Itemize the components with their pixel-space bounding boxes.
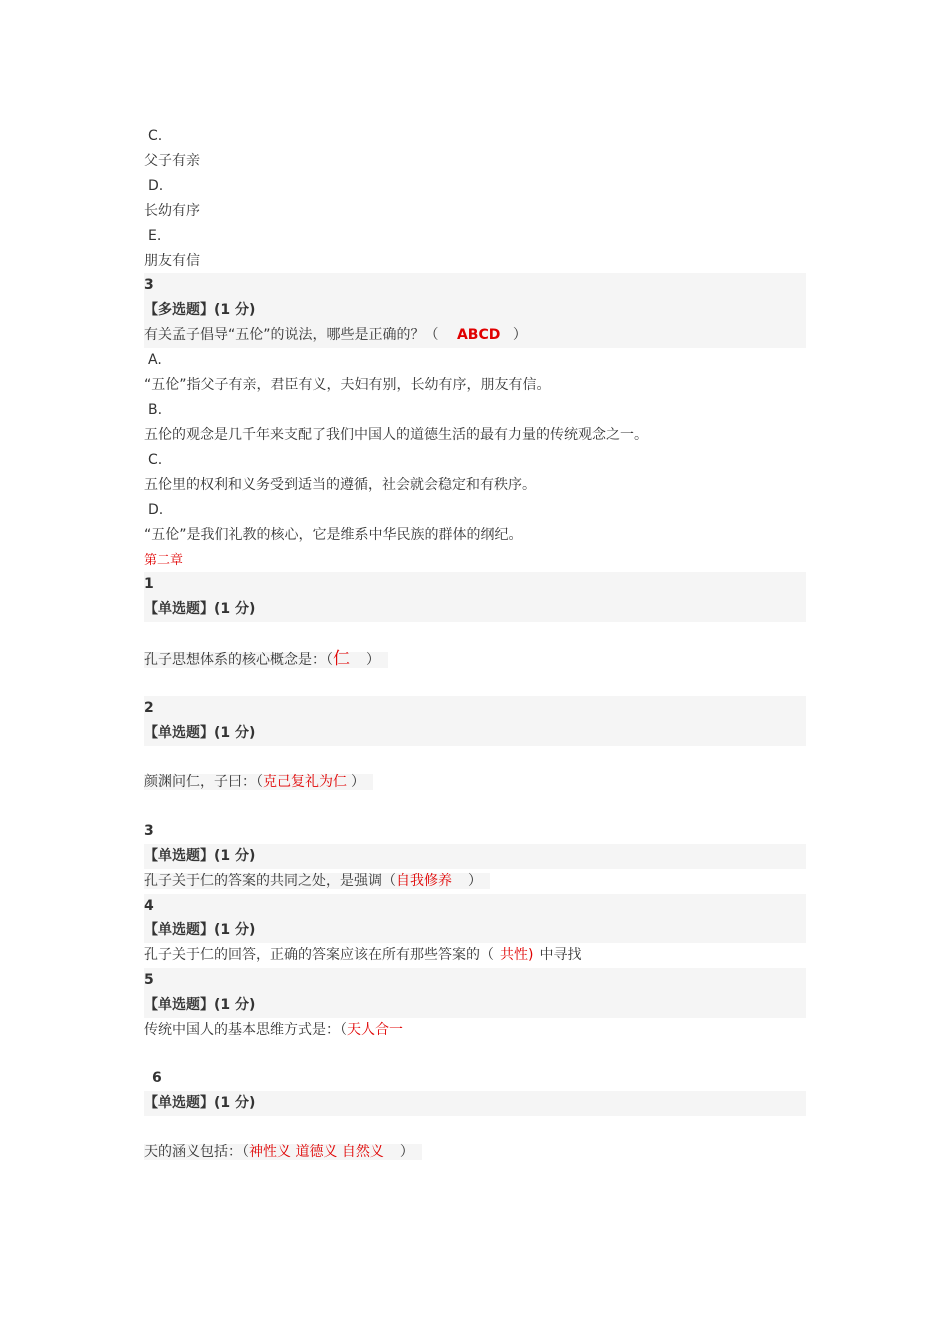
question-stem	[144, 869, 490, 894]
stem-close: ）	[351, 774, 365, 790]
option-letter: C.	[148, 452, 163, 468]
stem-close: ）	[468, 873, 482, 889]
question-stem	[144, 1018, 403, 1043]
question-type: 【单选题】(1 分)	[144, 844, 806, 869]
answer-text: ABCD	[456, 327, 501, 343]
option-text: 朋友有信	[144, 253, 200, 269]
question-stem	[144, 943, 581, 968]
option-text: “五伦”指父子有亲，君臣有义，夫妇有别，长幼有序，朋友有信。	[144, 377, 551, 393]
stem-box	[144, 774, 373, 790]
question-number: 1	[144, 572, 806, 597]
option-text: 五伦的观念是几千年来支配了我们中国人的道德生活的最有力量的传统观念之一。	[144, 427, 648, 443]
answer-text: 天人合一	[347, 1022, 403, 1038]
stem-text: 有关孟子倡导“五伦”的说法，哪些是正确的？（	[144, 327, 439, 343]
question-number: 5	[144, 968, 806, 993]
stem-suffix: 中寻找	[539, 947, 582, 963]
question-number: 4	[144, 894, 806, 919]
stem-text: 颜渊问仁，子曰：（	[144, 774, 263, 790]
stem-text: 孔子关于仁的答案的共同之处，是强调（	[144, 873, 396, 889]
question-number: 3	[144, 273, 806, 298]
stem-close: ）	[366, 652, 380, 668]
option-text: 五伦里的权利和义务受到适当的遵循，社会就会稳定和有秩序。	[144, 477, 536, 493]
question-stem	[144, 1140, 422, 1165]
question-type: 【单选题】(1 分)	[144, 721, 806, 746]
question-type: 【单选题】(1 分)	[144, 918, 806, 943]
stem-text: 天的涵义包括：（	[144, 1144, 249, 1160]
option-text: “五伦”是我们礼教的核心，它是维系中华民族的群体的纲纪。	[144, 527, 523, 543]
option-letter: E.	[148, 228, 162, 244]
stem-box	[144, 649, 388, 669]
stem-text: 孔子思想体系的核心概念是：（	[144, 652, 333, 668]
answer-text: 共性)	[500, 947, 534, 963]
question-stem	[144, 647, 388, 672]
question-stem	[144, 770, 373, 795]
question-number: 2	[144, 696, 806, 721]
stem-close: ）	[512, 327, 527, 343]
question-type: 【单选题】(1 分)	[144, 1091, 806, 1116]
option-text: 父子有亲	[144, 153, 200, 169]
option-letter: D.	[148, 502, 164, 518]
answer-text: 克己复礼为仁	[263, 774, 347, 790]
question-number: 3	[144, 823, 154, 839]
option-letter: D.	[148, 178, 164, 194]
stem-box	[144, 1144, 422, 1160]
answer-text: 仁	[333, 649, 350, 669]
stem-close: ）	[399, 1144, 414, 1160]
stem-text: 传统中国人的基本思维方式是：（	[144, 1022, 347, 1038]
option-text: 长幼有序	[144, 203, 200, 219]
question-type: 【单选题】(1 分)	[144, 993, 806, 1018]
answer-text: 神性义 道德义 自然义	[249, 1144, 384, 1160]
stem-text: 孔子关于仁的回答，正确的答案应该在所有那些答案的（	[144, 947, 494, 963]
chapter-title: 第二章	[144, 553, 184, 568]
question-type: 【多选题】(1 分)	[144, 298, 806, 323]
question-number: 6	[152, 1070, 162, 1086]
answer-text: 自我修养	[396, 873, 452, 889]
stem-box	[144, 873, 490, 889]
option-letter: A.	[148, 352, 162, 368]
question-type: 【单选题】(1 分)	[144, 597, 806, 622]
question-stem	[144, 323, 806, 348]
option-letter: C.	[148, 128, 163, 144]
option-letter: B.	[148, 402, 163, 418]
